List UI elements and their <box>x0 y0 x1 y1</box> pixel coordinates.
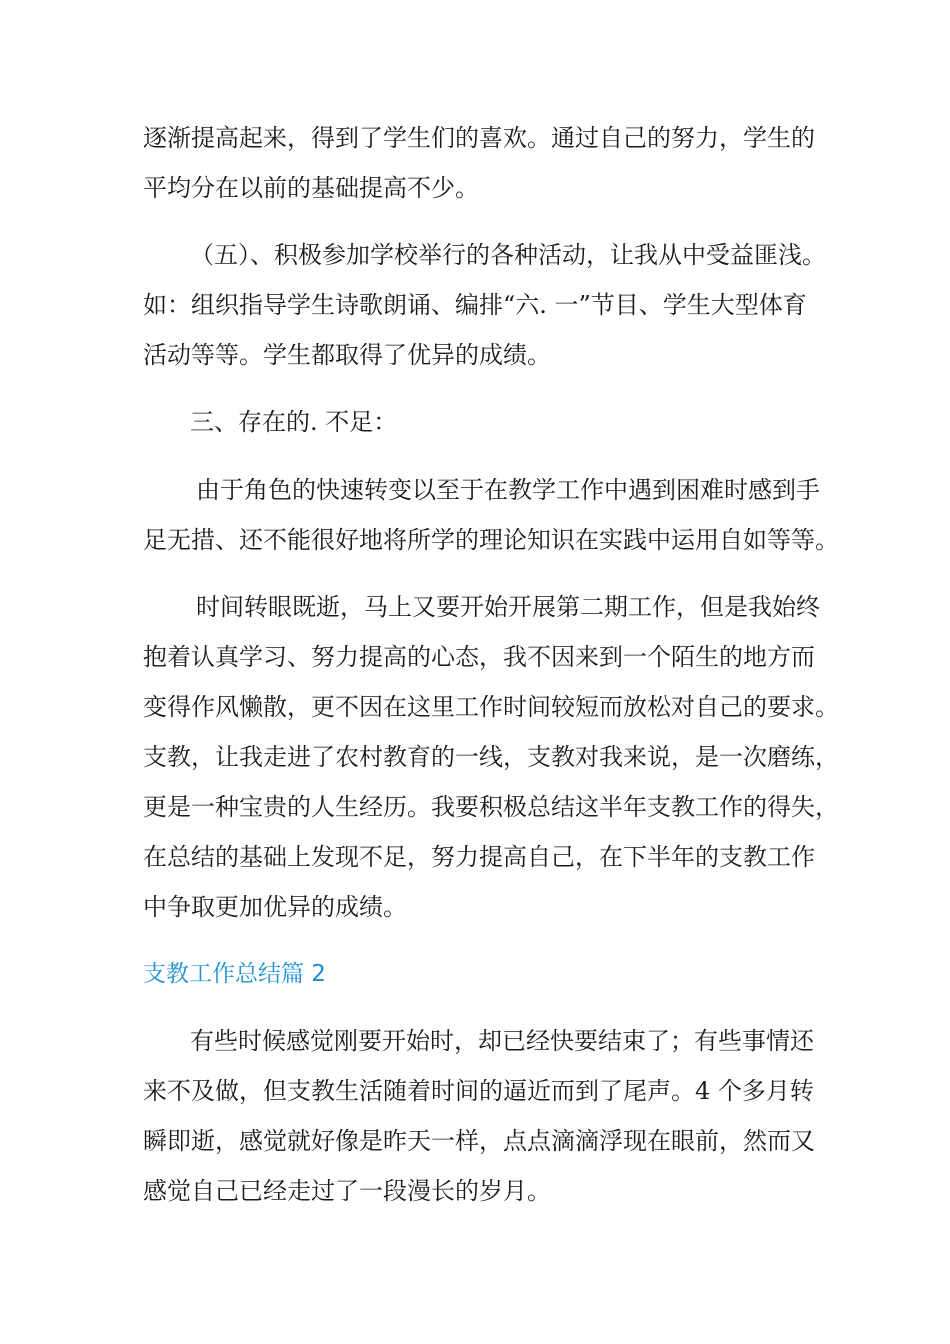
paragraph-line: 更是一种宝贵的人生经历。我要积极总结这半年支教工作的得失， <box>143 793 839 821</box>
paragraph-line: 足无措、还不能很好地将所学的理论知识在实践中运用自如等等。 <box>143 526 839 554</box>
paragraph-line: 时间转眼既逝，马上又要开始开展第二期工作，但是我始终 <box>196 593 820 621</box>
paragraph-line: 来不及做，但支教生活随着时间的逼近而到了尾声。4 个多月转 <box>143 1077 814 1105</box>
paragraph-line: 如：组织指导学生诗歌朗诵、编排“六. 一”节目、学生大型体育 <box>143 291 807 319</box>
paragraph-line: 平均分在以前的基础提高不少。 <box>143 174 479 202</box>
paragraph-line: 支教，让我走进了农村教育的一线，支教对我来说，是一次磨练， <box>143 743 839 771</box>
section-heading: 支教工作总结篇 2 <box>143 961 326 987</box>
paragraph-line: 有些时候感觉刚要开始时，却已经快要结束了；有些事情还 <box>190 1027 814 1055</box>
paragraph-line: 变得作风懒散，更不因在这里工作时间较短而放松对自己的要求。 <box>143 693 839 721</box>
paragraph-line: 瞬即逝，感觉就好像是昨天一样，点点滴滴浮现在眼前，然而又 <box>143 1127 815 1155</box>
paragraph-line: 由于角色的快速转变以至于在教学工作中遇到困难时感到手 <box>196 476 820 504</box>
section-title: 三、存在的. 不足： <box>190 408 398 436</box>
paragraph-line: 中争取更加优异的成绩。 <box>143 893 407 921</box>
paragraph-line: （五）、积极参加学校举行的各种活动，让我从中受益匪浅。 <box>190 241 826 269</box>
paragraph-line: 活动等等。学生都取得了优异的成绩。 <box>143 341 551 369</box>
paragraph-line: 在总结的基础上发现不足，努力提高自己，在下半年的支教工作 <box>143 843 815 871</box>
paragraph-line: 感觉自己已经走过了一段漫长的岁月。 <box>143 1177 551 1205</box>
paragraph-line: 逐渐提高起来，得到了学生们的喜欢。通过自己的努力，学生的 <box>143 124 815 152</box>
paragraph-line: 抱着认真学习、努力提高的心态，我不因来到一个陌生的地方而 <box>143 643 815 671</box>
